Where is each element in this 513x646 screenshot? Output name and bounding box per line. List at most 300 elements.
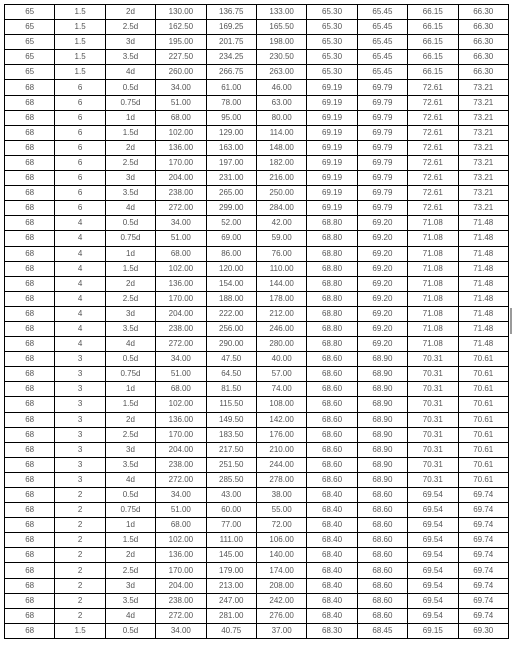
table-cell: 68.60 (307, 382, 357, 397)
table-cell: 68.60 (357, 563, 407, 578)
table-cell: 69.74 (458, 608, 508, 623)
table-cell: 68.90 (357, 367, 407, 382)
table-cell: 68 (5, 412, 55, 427)
table-cell: 68.60 (307, 352, 357, 367)
table-cell: 2 (55, 593, 105, 608)
table-cell: 73.21 (458, 110, 508, 125)
table-cell: 69.74 (458, 518, 508, 533)
table-cell: 71.48 (458, 321, 508, 336)
table-cell: 69.54 (408, 518, 458, 533)
table-cell: 3 (55, 397, 105, 412)
table-cell: 1.5d (105, 533, 155, 548)
table-cell: 68.80 (307, 337, 357, 352)
table-row (5, 35, 509, 50)
table-cell: 34.00 (156, 623, 206, 638)
table-row (5, 518, 509, 533)
table-cell: 0.5d (105, 623, 155, 638)
table-cell: 60.00 (206, 503, 256, 518)
table-cell: 4 (55, 321, 105, 336)
table-cell: 69.20 (357, 231, 407, 246)
table-row (5, 95, 509, 110)
table-cell: 68.60 (357, 533, 407, 548)
table-cell: 42.00 (256, 216, 306, 231)
table-cell: 1.5d (105, 397, 155, 412)
table-cell: 69.54 (408, 563, 458, 578)
table-cell: 170.00 (156, 155, 206, 170)
table-cell: 106.00 (256, 533, 306, 548)
table-cell: 68.60 (357, 518, 407, 533)
table-row (5, 397, 509, 412)
table-cell: 43.00 (206, 488, 256, 503)
table-cell: 68.90 (357, 457, 407, 472)
table-cell: 68.60 (307, 457, 357, 472)
table-cell: 66.15 (408, 65, 458, 80)
table-row (5, 171, 509, 186)
table-cell: 130.00 (156, 5, 206, 20)
table-cell: 71.48 (458, 337, 508, 352)
table-cell: 70.31 (408, 412, 458, 427)
table-cell: 40.75 (206, 623, 256, 638)
table-cell: 68 (5, 276, 55, 291)
table-cell: 2 (55, 518, 105, 533)
table-cell: 55.00 (256, 503, 306, 518)
table-cell: 145.00 (206, 548, 256, 563)
table-cell: 51.00 (156, 95, 206, 110)
table-cell: 69.19 (307, 186, 357, 201)
table-cell: 68.90 (357, 442, 407, 457)
table-cell: 68.60 (357, 593, 407, 608)
table-cell: 3d (105, 306, 155, 321)
table-cell: 80.00 (256, 110, 306, 125)
table-cell: 68 (5, 261, 55, 276)
table-row (5, 110, 509, 125)
table-cell: 72.61 (408, 140, 458, 155)
table-cell: 46.00 (256, 80, 306, 95)
table-cell: 34.00 (156, 488, 206, 503)
table-cell: 68 (5, 352, 55, 367)
table-cell: 65.45 (357, 20, 407, 35)
table-cell: 6 (55, 186, 105, 201)
table-cell: 68 (5, 518, 55, 533)
table-cell: 68.80 (307, 231, 357, 246)
table-cell: 68.90 (357, 382, 407, 397)
table-cell: 71.08 (408, 306, 458, 321)
table-cell: 272.00 (156, 472, 206, 487)
table-cell: 174.00 (256, 563, 306, 578)
table-cell: 4d (105, 472, 155, 487)
table-row (5, 442, 509, 457)
table-cell: 68.80 (307, 321, 357, 336)
table-cell: 70.61 (458, 382, 508, 397)
table-cell: 68 (5, 427, 55, 442)
table-cell: 4 (55, 337, 105, 352)
table-cell: 65.30 (307, 65, 357, 80)
table-cell: 70.31 (408, 442, 458, 457)
table-cell: 68 (5, 306, 55, 321)
table-cell: 69.54 (408, 488, 458, 503)
table-cell: 3.5d (105, 593, 155, 608)
table-cell: 1.5 (55, 20, 105, 35)
table-cell: 68.90 (357, 397, 407, 412)
table-cell: 68 (5, 533, 55, 548)
table-cell: 68 (5, 110, 55, 125)
table-cell: 69.19 (307, 110, 357, 125)
table-cell: 201.75 (206, 35, 256, 50)
table-cell: 68.60 (307, 442, 357, 457)
table-cell: 68 (5, 457, 55, 472)
table-cell: 1.5d (105, 125, 155, 140)
table-cell: 81.50 (206, 382, 256, 397)
table-cell: 68 (5, 593, 55, 608)
table-cell: 64.50 (206, 367, 256, 382)
table-row (5, 623, 509, 638)
table-cell: 238.00 (156, 186, 206, 201)
table-row (5, 503, 509, 518)
table-cell: 260.00 (156, 65, 206, 80)
table-cell: 170.00 (156, 291, 206, 306)
table-cell: 272.00 (156, 608, 206, 623)
table-cell: 110.00 (256, 261, 306, 276)
table-cell: 0.5d (105, 352, 155, 367)
table-cell: 169.25 (206, 20, 256, 35)
table-cell: 4 (55, 261, 105, 276)
table-row (5, 367, 509, 382)
table-row (5, 246, 509, 261)
table-cell: 69.79 (357, 140, 407, 155)
table-cell: 68 (5, 623, 55, 638)
table-cell: 69.79 (357, 155, 407, 170)
table-cell: 69.00 (206, 231, 256, 246)
table-cell: 142.00 (256, 412, 306, 427)
table-row (5, 593, 509, 608)
table-cell: 102.00 (156, 125, 206, 140)
table-cell: 68.60 (307, 412, 357, 427)
table-cell: 68.80 (307, 291, 357, 306)
table-cell: 71.48 (458, 246, 508, 261)
table-cell: 68.80 (307, 276, 357, 291)
table-cell: 3 (55, 367, 105, 382)
table-cell: 66.15 (408, 20, 458, 35)
table-cell: 65.30 (307, 35, 357, 50)
table-cell: 0.75d (105, 503, 155, 518)
table-cell: 69.79 (357, 95, 407, 110)
table-cell: 74.00 (256, 382, 306, 397)
table-cell: 68 (5, 80, 55, 95)
table-cell: 68.80 (307, 246, 357, 261)
table-row (5, 80, 509, 95)
table-cell: 70.61 (458, 427, 508, 442)
table-cell: 183.50 (206, 427, 256, 442)
table-cell: 72.61 (408, 186, 458, 201)
table-cell: 136.00 (156, 412, 206, 427)
table-cell: 68.60 (307, 472, 357, 487)
table-cell: 72.61 (408, 95, 458, 110)
table-cell: 179.00 (206, 563, 256, 578)
table-cell: 68.40 (307, 503, 357, 518)
table-cell: 1d (105, 110, 155, 125)
table-row (5, 201, 509, 216)
table-cell: 68.40 (307, 593, 357, 608)
table-cell: 71.48 (458, 216, 508, 231)
table-cell: 6 (55, 95, 105, 110)
table-cell: 2.5d (105, 155, 155, 170)
table-cell: 2d (105, 5, 155, 20)
table-row (5, 261, 509, 276)
table-cell: 276.00 (256, 608, 306, 623)
table-cell: 69.74 (458, 578, 508, 593)
table-cell: 73.21 (458, 95, 508, 110)
table-cell: 290.00 (206, 337, 256, 352)
table-cell: 68.80 (307, 216, 357, 231)
table-row (5, 563, 509, 578)
table-cell: 68.60 (357, 578, 407, 593)
table-cell: 69.74 (458, 503, 508, 518)
table-cell: 65.30 (307, 20, 357, 35)
table-cell: 204.00 (156, 578, 206, 593)
table-cell: 66.30 (458, 20, 508, 35)
table-cell: 69.20 (357, 291, 407, 306)
table-cell: 4 (55, 216, 105, 231)
table-cell: 272.00 (156, 201, 206, 216)
table-cell: 71.08 (408, 276, 458, 291)
table-cell: 70.31 (408, 352, 458, 367)
table-row (5, 382, 509, 397)
table-cell: 144.00 (256, 276, 306, 291)
table-cell: 73.21 (458, 125, 508, 140)
table-cell: 6 (55, 155, 105, 170)
table-cell: 63.00 (256, 95, 306, 110)
table-cell: 68.80 (307, 306, 357, 321)
table-body (5, 5, 509, 639)
table-cell: 69.20 (357, 321, 407, 336)
table-cell: 4d (105, 201, 155, 216)
table-cell: 68.45 (357, 623, 407, 638)
table-cell: 68.90 (357, 472, 407, 487)
table-cell: 68.60 (307, 367, 357, 382)
table-row (5, 291, 509, 306)
table-cell: 73.21 (458, 80, 508, 95)
table-row (5, 65, 509, 80)
table-cell: 65.45 (357, 50, 407, 65)
table-cell: 216.00 (256, 171, 306, 186)
table-cell: 69.54 (408, 608, 458, 623)
table-cell: 4 (55, 306, 105, 321)
table-cell: 154.00 (206, 276, 256, 291)
table-cell: 68.40 (307, 518, 357, 533)
table-cell: 51.00 (156, 367, 206, 382)
table-cell: 114.00 (256, 125, 306, 140)
table-cell: 68 (5, 321, 55, 336)
table-cell: 238.00 (156, 321, 206, 336)
table-row (5, 5, 509, 20)
table-cell: 198.00 (256, 35, 306, 50)
table-cell: 162.50 (156, 20, 206, 35)
table-cell: 278.00 (256, 472, 306, 487)
table-cell: 1d (105, 382, 155, 397)
table-cell: 280.00 (256, 337, 306, 352)
table-cell: 69.79 (357, 201, 407, 216)
table-row (5, 306, 509, 321)
table-cell: 51.00 (156, 503, 206, 518)
table-cell: 70.61 (458, 457, 508, 472)
table-cell: 3 (55, 427, 105, 442)
table-cell: 71.08 (408, 337, 458, 352)
table-cell: 70.31 (408, 427, 458, 442)
table-cell: 70.31 (408, 457, 458, 472)
table-cell: 210.00 (256, 442, 306, 457)
table-cell: 2 (55, 548, 105, 563)
table-cell: 69.54 (408, 548, 458, 563)
table-cell: 65.45 (357, 65, 407, 80)
table-cell: 69.19 (307, 171, 357, 186)
table-cell: 66.30 (458, 5, 508, 20)
table-cell: 2d (105, 548, 155, 563)
table-cell: 68 (5, 337, 55, 352)
table-cell: 69.79 (357, 80, 407, 95)
table-cell: 195.00 (156, 35, 206, 50)
table-row (5, 533, 509, 548)
table-cell: 65 (5, 65, 55, 80)
table-cell: 69.54 (408, 593, 458, 608)
table-cell: 284.00 (256, 201, 306, 216)
table-row (5, 125, 509, 140)
table-cell: 52.00 (206, 216, 256, 231)
table-cell: 78.00 (206, 95, 256, 110)
table-cell: 71.48 (458, 231, 508, 246)
scrollbar-thumb[interactable] (510, 308, 512, 334)
table-cell: 71.48 (458, 306, 508, 321)
table-cell: 244.00 (256, 457, 306, 472)
table-cell: 65 (5, 50, 55, 65)
table-cell: 72.61 (408, 110, 458, 125)
table-cell: 57.00 (256, 367, 306, 382)
table-cell: 3 (55, 472, 105, 487)
table-cell: 71.08 (408, 231, 458, 246)
table-cell: 1.5 (55, 65, 105, 80)
table-cell: 230.50 (256, 50, 306, 65)
table-cell: 69.19 (307, 155, 357, 170)
table-cell: 69.74 (458, 488, 508, 503)
table-cell: 73.21 (458, 201, 508, 216)
table-cell: 34.00 (156, 352, 206, 367)
table-cell: 71.08 (408, 291, 458, 306)
table-cell: 231.00 (206, 171, 256, 186)
table-cell: 3.5d (105, 457, 155, 472)
table-cell: 68 (5, 578, 55, 593)
table-cell: 68.30 (307, 623, 357, 638)
table-cell: 182.00 (256, 155, 306, 170)
table-cell: 72.61 (408, 125, 458, 140)
table-cell: 68 (5, 171, 55, 186)
table-cell: 2d (105, 140, 155, 155)
table-cell: 1.5 (55, 5, 105, 20)
table-cell: 2 (55, 488, 105, 503)
table-cell: 238.00 (156, 593, 206, 608)
table-cell: 2.5d (105, 20, 155, 35)
table-cell: 68.60 (357, 503, 407, 518)
table-cell: 65 (5, 20, 55, 35)
table-cell: 69.19 (307, 80, 357, 95)
table-cell: 170.00 (156, 563, 206, 578)
table-cell: 68.60 (357, 488, 407, 503)
table-cell: 2 (55, 563, 105, 578)
table-cell: 69.20 (357, 306, 407, 321)
table-cell: 2 (55, 533, 105, 548)
table-cell: 299.00 (206, 201, 256, 216)
table-cell: 68.00 (156, 382, 206, 397)
table-cell: 68.40 (307, 608, 357, 623)
table-cell: 71.48 (458, 291, 508, 306)
table-cell: 65.45 (357, 35, 407, 50)
table-cell: 73.21 (458, 186, 508, 201)
table-cell: 72.61 (408, 80, 458, 95)
table-cell: 61.00 (206, 80, 256, 95)
table-cell: 68.90 (357, 352, 407, 367)
table-cell: 178.00 (256, 291, 306, 306)
table-cell: 68 (5, 95, 55, 110)
table-cell: 68.40 (307, 548, 357, 563)
table-cell: 2d (105, 412, 155, 427)
table-cell: 250.00 (256, 186, 306, 201)
table-cell: 65.30 (307, 50, 357, 65)
table-row (5, 578, 509, 593)
table-cell: 266.75 (206, 65, 256, 80)
table-cell: 65.45 (357, 5, 407, 20)
table-cell: 70.31 (408, 472, 458, 487)
table-cell: 102.00 (156, 533, 206, 548)
table-cell: 68.40 (307, 563, 357, 578)
table-cell: 234.25 (206, 50, 256, 65)
table-row (5, 608, 509, 623)
table-cell: 68.40 (307, 488, 357, 503)
table-cell: 251.50 (206, 457, 256, 472)
table-cell: 72.61 (408, 171, 458, 186)
table-cell: 3d (105, 35, 155, 50)
table-cell: 68 (5, 201, 55, 216)
table-cell: 68.60 (357, 548, 407, 563)
table-cell: 72.61 (408, 201, 458, 216)
table-cell: 188.00 (206, 291, 256, 306)
table-cell: 0.75d (105, 367, 155, 382)
table-cell: 66.30 (458, 50, 508, 65)
table-cell: 69.20 (357, 216, 407, 231)
table-cell: 3 (55, 352, 105, 367)
table-cell: 133.00 (256, 5, 306, 20)
table-cell: 40.00 (256, 352, 306, 367)
table-cell: 6 (55, 125, 105, 140)
table-cell: 70.31 (408, 367, 458, 382)
table-cell: 70.61 (458, 412, 508, 427)
table-cell: 0.5d (105, 216, 155, 231)
table-cell: 227.50 (156, 50, 206, 65)
table-cell: 69.79 (357, 171, 407, 186)
table-cell: 71.08 (408, 246, 458, 261)
table-cell: 68.60 (357, 608, 407, 623)
table-cell: 71.08 (408, 321, 458, 336)
table-cell: 1.5 (55, 35, 105, 50)
table-cell: 59.00 (256, 231, 306, 246)
table-row (5, 140, 509, 155)
table-row (5, 337, 509, 352)
table-cell: 108.00 (256, 397, 306, 412)
table-cell: 70.61 (458, 442, 508, 457)
table-cell: 69.54 (408, 533, 458, 548)
table-row (5, 321, 509, 336)
table-cell: 3d (105, 442, 155, 457)
table-cell: 34.00 (156, 216, 206, 231)
table-row (5, 216, 509, 231)
table-cell: 70.61 (458, 472, 508, 487)
